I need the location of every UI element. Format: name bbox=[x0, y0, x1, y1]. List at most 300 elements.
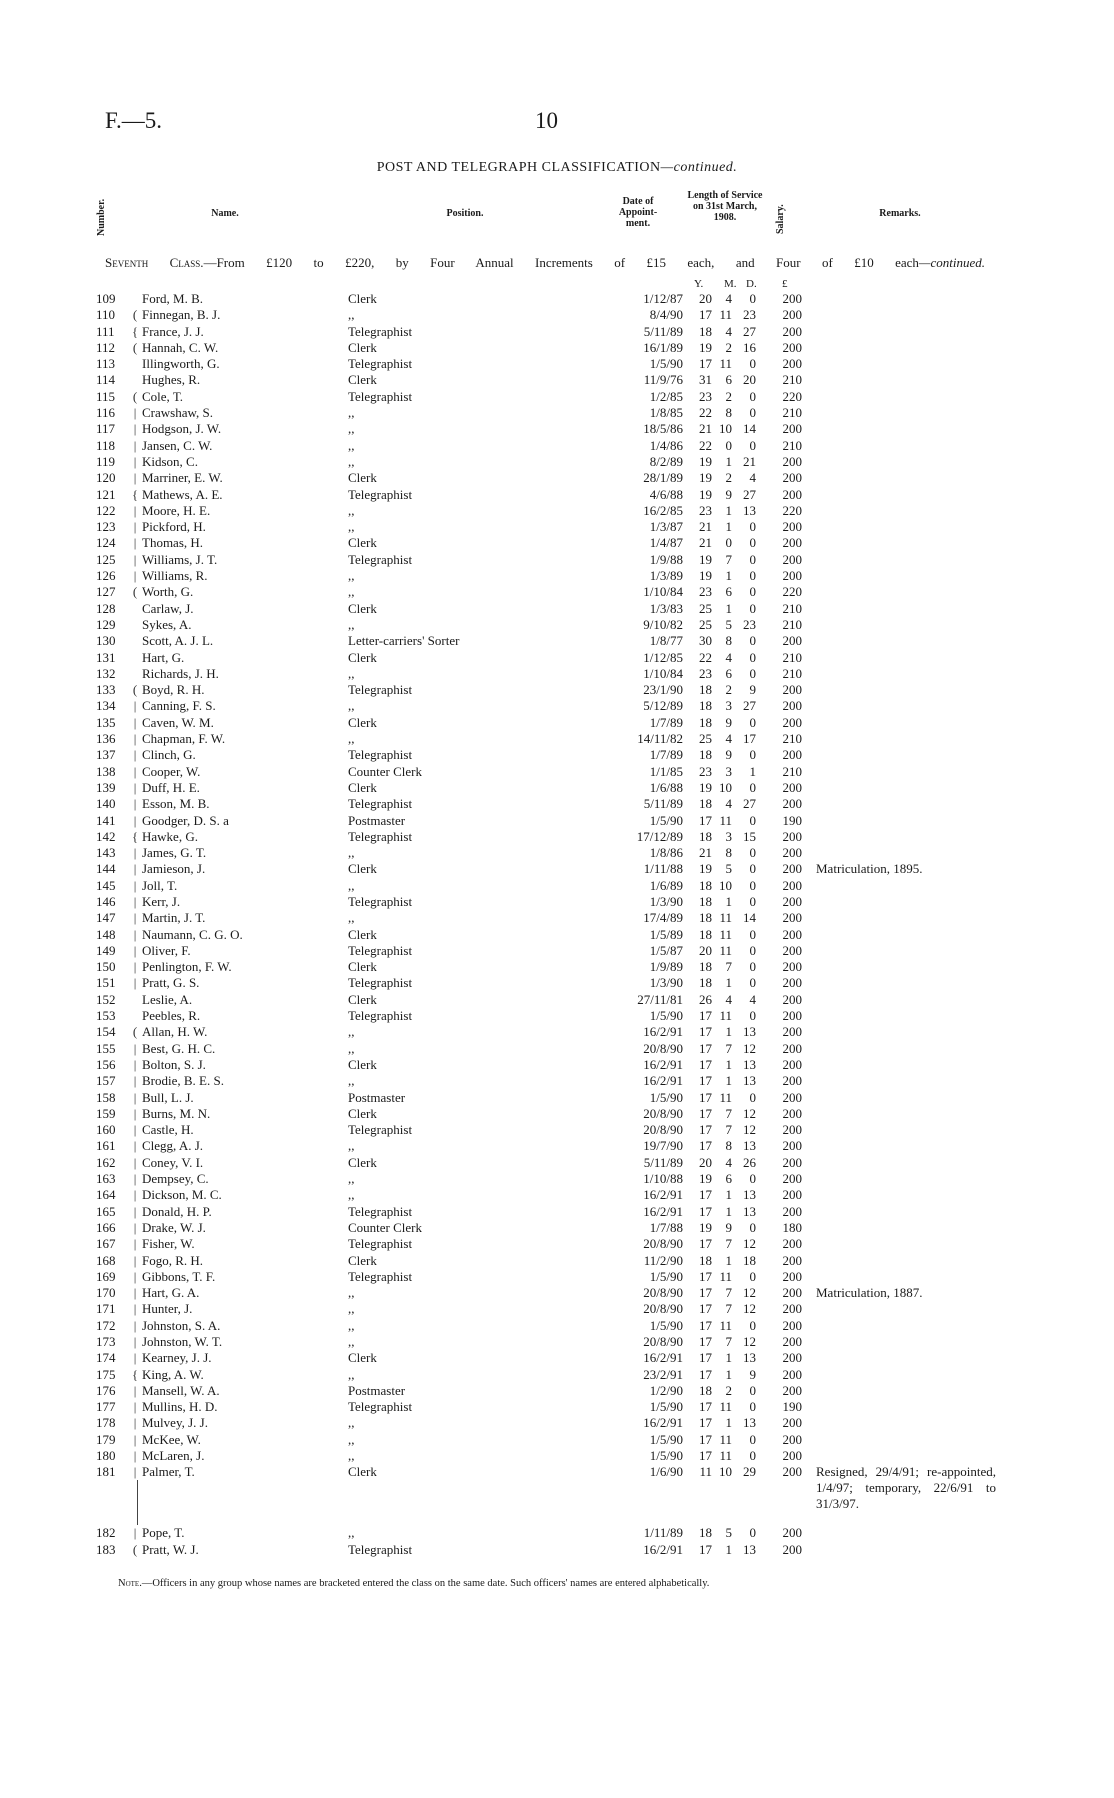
table-row bbox=[0, 405, 1114, 421]
table-row bbox=[0, 1057, 1114, 1073]
row-number: 182 bbox=[96, 1525, 116, 1541]
service-years: 23 bbox=[699, 502, 712, 518]
bracket-mark: | bbox=[133, 405, 137, 421]
salary: 210 bbox=[782, 763, 802, 779]
service-years: 18 bbox=[699, 1382, 712, 1398]
bracket-mark: | bbox=[133, 731, 137, 747]
service-years: 17 bbox=[699, 1285, 712, 1301]
row-number: 162 bbox=[96, 1154, 116, 1170]
row-number: 139 bbox=[96, 779, 116, 795]
salary: 200 bbox=[782, 942, 802, 958]
service-years: 31 bbox=[699, 372, 712, 388]
service-days: 13 bbox=[743, 1415, 756, 1431]
salary: 200 bbox=[782, 1154, 802, 1170]
bracket-mark: { bbox=[131, 828, 139, 844]
row-number: 159 bbox=[96, 1105, 116, 1121]
service-years: 25 bbox=[699, 731, 712, 747]
officer-position: Clerk bbox=[348, 779, 377, 795]
service-years: 26 bbox=[699, 991, 712, 1007]
row-number: 121 bbox=[96, 486, 116, 502]
bracket-mark: | bbox=[133, 698, 137, 714]
table-row bbox=[0, 1415, 1114, 1431]
officer-position: ,, bbox=[348, 437, 355, 453]
officer-position: ,, bbox=[348, 584, 355, 600]
table-row bbox=[0, 1008, 1114, 1024]
officer-name: Illingworth, G. bbox=[142, 356, 220, 372]
service-days: 0 bbox=[749, 714, 756, 730]
row-number: 175 bbox=[96, 1366, 116, 1382]
table-row bbox=[0, 584, 1114, 600]
salary: 200 bbox=[782, 1525, 802, 1541]
officer-name: Williams, J. T. bbox=[142, 551, 218, 567]
salary: 200 bbox=[782, 1415, 802, 1431]
service-months: 11 bbox=[719, 1268, 732, 1284]
service-days: 13 bbox=[743, 1541, 756, 1557]
service-months: 9 bbox=[725, 747, 732, 763]
appointment-date: 20/8/90 bbox=[643, 1334, 683, 1349]
table-row bbox=[0, 1073, 1114, 1089]
salary: 200 bbox=[782, 1236, 802, 1252]
service-years: 18 bbox=[699, 747, 712, 763]
officer-position: Clerk bbox=[348, 1252, 377, 1268]
service-months: 1 bbox=[725, 1415, 732, 1431]
service-days: 0 bbox=[749, 649, 756, 665]
row-number: 120 bbox=[96, 470, 116, 486]
salary: 220 bbox=[782, 584, 802, 600]
salary: 210 bbox=[782, 372, 802, 388]
service-years: 18 bbox=[699, 959, 712, 975]
service-days: 29 bbox=[743, 1464, 756, 1480]
row-number: 133 bbox=[96, 682, 116, 698]
officer-name: Jansen, C. W. bbox=[142, 437, 213, 453]
row-number: 123 bbox=[96, 519, 116, 535]
row-number: 132 bbox=[96, 665, 116, 681]
appointment-date: 5/12/89 bbox=[643, 698, 683, 714]
service-years: 17 bbox=[699, 1399, 712, 1415]
appointment-date: 1/5/90 bbox=[649, 1448, 683, 1464]
officer-position: Clerk bbox=[348, 1056, 377, 1072]
service-months: 3 bbox=[725, 763, 732, 779]
bracket-mark: | bbox=[133, 1431, 137, 1447]
appointment-date: 8/2/89 bbox=[649, 453, 683, 469]
service-months: 11 bbox=[719, 1089, 732, 1105]
officer-name: Sykes, A. bbox=[142, 616, 192, 632]
row-number: 148 bbox=[96, 926, 116, 942]
appointment-date: 1/7/89 bbox=[649, 747, 683, 763]
bracket-mark: | bbox=[133, 1252, 137, 1268]
service-months: 8 bbox=[725, 1138, 732, 1154]
row-number: 129 bbox=[96, 616, 116, 632]
service-years: 17 bbox=[699, 1431, 712, 1447]
officer-position: ,, bbox=[348, 1138, 355, 1154]
officer-name: Moore, H. E. bbox=[142, 502, 211, 518]
service-years: 17 bbox=[699, 1073, 712, 1089]
service-years: 17 bbox=[699, 1366, 712, 1382]
salary: 200 bbox=[782, 486, 802, 502]
officer-position: ,, bbox=[348, 665, 355, 681]
officer-name: Worth, G. bbox=[142, 584, 194, 600]
officer-name: Kearney, J. J. bbox=[142, 1350, 212, 1366]
officer-position: ,, bbox=[348, 405, 355, 421]
service-years: 18 bbox=[699, 796, 712, 812]
service-months: 3 bbox=[725, 828, 732, 844]
officer-name: Clinch, G. bbox=[142, 747, 196, 763]
appointment-date: 1/3/83 bbox=[649, 600, 683, 616]
service-years: 21 bbox=[699, 421, 712, 437]
officer-position: ,, bbox=[348, 1073, 355, 1089]
bracket-mark: | bbox=[133, 1219, 137, 1235]
officer-name: Caven, W. M. bbox=[142, 714, 214, 730]
service-months: 11 bbox=[719, 1448, 732, 1464]
service-years: 17 bbox=[699, 1056, 712, 1072]
officer-position: ,, bbox=[348, 1366, 355, 1382]
salary: 200 bbox=[782, 421, 802, 437]
appointment-date: 16/2/85 bbox=[643, 502, 683, 518]
bracket-mark: | bbox=[133, 470, 137, 486]
service-years: 18 bbox=[699, 682, 712, 698]
officer-name: Allan, H. W. bbox=[142, 1024, 208, 1040]
service-months: 7 bbox=[725, 959, 732, 975]
officer-name: Mansell, W. A. bbox=[142, 1382, 220, 1398]
officer-name: Leslie, A. bbox=[142, 991, 193, 1007]
table-row bbox=[0, 975, 1114, 991]
service-months: 7 bbox=[725, 1122, 732, 1138]
service-days: 0 bbox=[749, 1431, 756, 1447]
bracket-mark: | bbox=[133, 812, 137, 828]
table-row bbox=[0, 1542, 1114, 1558]
bracket-mark: ( bbox=[132, 1541, 138, 1557]
appointment-date: 1/7/89 bbox=[649, 714, 683, 730]
row-number: 165 bbox=[96, 1203, 116, 1219]
service-months: 7 bbox=[725, 1040, 732, 1056]
service-days: 0 bbox=[749, 519, 756, 535]
table-row bbox=[0, 1334, 1114, 1350]
service-years: 18 bbox=[699, 1252, 712, 1268]
salary: 210 bbox=[782, 731, 802, 747]
service-years: 17 bbox=[699, 1334, 712, 1349]
row-number: 119 bbox=[96, 453, 116, 469]
salary: 200 bbox=[782, 453, 802, 469]
appointment-date: 1/5/87 bbox=[649, 942, 683, 958]
service-years: 17 bbox=[699, 1448, 712, 1464]
bracket-mark: ( bbox=[132, 1024, 138, 1040]
table-row bbox=[0, 666, 1114, 682]
service-days: 0 bbox=[749, 535, 756, 551]
officer-position: Clerk bbox=[348, 926, 377, 942]
service-days: 4 bbox=[749, 470, 756, 486]
row-number: 141 bbox=[96, 812, 116, 828]
service-months: 1 bbox=[725, 893, 732, 909]
bracket-mark: | bbox=[133, 551, 137, 567]
salary: 200 bbox=[782, 747, 802, 763]
service-days: 1 bbox=[749, 763, 756, 779]
service-months: 2 bbox=[725, 1382, 732, 1398]
service-years: 17 bbox=[699, 1203, 712, 1219]
bracket-mark: | bbox=[133, 975, 137, 991]
service-years: 23 bbox=[699, 665, 712, 681]
appointment-date: 1/11/88 bbox=[643, 861, 683, 877]
table-row bbox=[0, 731, 1114, 747]
officer-name: Drake, W. J. bbox=[142, 1219, 206, 1235]
service-days: 0 bbox=[749, 893, 756, 909]
officer-name: Martin, J. T. bbox=[142, 910, 206, 926]
officer-name: Boyd, R. H. bbox=[142, 682, 205, 698]
salary: 200 bbox=[782, 1301, 802, 1317]
officer-name: King, A. W. bbox=[142, 1366, 204, 1382]
officer-position: Telegraphist bbox=[348, 1122, 413, 1138]
officer-position: Clerk bbox=[348, 861, 377, 877]
row-number: 134 bbox=[96, 698, 116, 714]
table-row bbox=[0, 1367, 1114, 1383]
salary: 200 bbox=[782, 470, 802, 486]
salary: 210 bbox=[782, 665, 802, 681]
salary: 200 bbox=[782, 1089, 802, 1105]
table-row bbox=[0, 389, 1114, 405]
bracket-mark: | bbox=[133, 1105, 137, 1121]
service-years: 17 bbox=[699, 356, 712, 372]
service-days: 0 bbox=[749, 388, 756, 404]
service-months: 7 bbox=[725, 1301, 732, 1317]
bracket-mark: | bbox=[133, 1334, 137, 1349]
service-years: 20 bbox=[699, 1154, 712, 1170]
appointment-date: 1/5/90 bbox=[649, 1431, 683, 1447]
service-days: 17 bbox=[743, 731, 756, 747]
appointment-date: 1/12/87 bbox=[643, 291, 683, 306]
officer-name: Mathews, A. E. bbox=[142, 486, 223, 502]
salary: 200 bbox=[782, 633, 802, 649]
officer-position: ,, bbox=[348, 877, 355, 893]
salary: 210 bbox=[782, 405, 802, 421]
table-row bbox=[0, 601, 1114, 617]
officer-position: ,, bbox=[348, 616, 355, 632]
bracket-mark: | bbox=[133, 763, 137, 779]
service-days: 13 bbox=[743, 1056, 756, 1072]
table-row bbox=[0, 1155, 1114, 1171]
appointment-date: 16/2/91 bbox=[643, 1024, 683, 1040]
service-months: 9 bbox=[725, 486, 732, 502]
service-years: 20 bbox=[699, 291, 712, 306]
salary: 210 bbox=[782, 649, 802, 665]
service-years: 17 bbox=[699, 1105, 712, 1121]
table-row bbox=[0, 519, 1114, 535]
bracket-mark: | bbox=[133, 1415, 137, 1431]
officer-position: Clerk bbox=[348, 714, 377, 730]
salary: 200 bbox=[782, 356, 802, 372]
service-years: 17 bbox=[699, 1138, 712, 1154]
appointment-date: 1/11/89 bbox=[643, 1525, 683, 1541]
service-years: 23 bbox=[699, 388, 712, 404]
bracket-mark: ( bbox=[132, 682, 138, 698]
officer-name: Johnston, W. T. bbox=[142, 1334, 223, 1349]
officer-name: Dickson, M. C. bbox=[142, 1187, 222, 1203]
salary: 200 bbox=[782, 682, 802, 698]
service-years: 19 bbox=[699, 339, 712, 355]
service-months: 11 bbox=[719, 1431, 732, 1447]
service-months: 0 bbox=[725, 535, 732, 551]
service-months: 10 bbox=[719, 779, 732, 795]
appointment-date: 16/2/91 bbox=[643, 1187, 683, 1203]
service-years: 17 bbox=[699, 1122, 712, 1138]
row-number: 181 bbox=[96, 1464, 116, 1480]
service-years: 17 bbox=[699, 1236, 712, 1252]
appointment-date: 20/8/90 bbox=[643, 1040, 683, 1056]
row-number: 153 bbox=[96, 1008, 116, 1024]
bracket-mark: | bbox=[133, 1073, 137, 1089]
service-days: 13 bbox=[743, 502, 756, 518]
row-number: 147 bbox=[96, 910, 116, 926]
officer-position: ,, bbox=[348, 502, 355, 518]
table-row bbox=[0, 307, 1114, 323]
row-number: 111 bbox=[96, 323, 115, 339]
table-row bbox=[0, 747, 1114, 763]
officer-position: Telegraphist bbox=[348, 747, 413, 763]
table-row bbox=[0, 878, 1114, 894]
appointment-date: 1/5/89 bbox=[649, 926, 683, 942]
table-row bbox=[0, 1024, 1114, 1040]
table-row bbox=[0, 1253, 1114, 1269]
officer-name: Pope, T. bbox=[142, 1525, 185, 1541]
officer-position: ,, bbox=[348, 698, 355, 714]
salary: 200 bbox=[782, 1334, 802, 1349]
bracket-mark: ( bbox=[132, 339, 138, 355]
page-header bbox=[105, 108, 1005, 140]
officer-position: Clerk bbox=[348, 291, 377, 306]
appointment-date: 1/4/86 bbox=[649, 437, 683, 453]
row-number: 138 bbox=[96, 763, 116, 779]
table-row bbox=[0, 1525, 1114, 1541]
column-header-salary: Salary. bbox=[775, 204, 786, 234]
row-number: 183 bbox=[96, 1541, 116, 1557]
row-number: 117 bbox=[96, 421, 116, 437]
service-years: 19 bbox=[699, 453, 712, 469]
row-number: 114 bbox=[96, 372, 116, 388]
table-row bbox=[0, 372, 1114, 388]
officer-name: Hart, G. A. bbox=[142, 1285, 200, 1301]
service-days: 13 bbox=[743, 1350, 756, 1366]
row-number: 154 bbox=[96, 1024, 116, 1040]
row-number: 144 bbox=[96, 861, 116, 877]
service-months: 2 bbox=[725, 682, 732, 698]
salary: 200 bbox=[782, 339, 802, 355]
appointment-date: 4/6/88 bbox=[649, 486, 683, 502]
salary: 200 bbox=[782, 861, 802, 877]
service-days: 23 bbox=[743, 616, 756, 632]
officer-name: Duff, H. E. bbox=[142, 779, 200, 795]
appointment-date: 1/8/85 bbox=[649, 405, 683, 421]
officer-position: Counter Clerk bbox=[348, 763, 423, 779]
officer-name: Chapman, F. W. bbox=[142, 731, 226, 747]
officer-name: Oliver, F. bbox=[142, 942, 191, 958]
service-months: 4 bbox=[725, 796, 732, 812]
officer-position: Telegraphist bbox=[348, 1008, 413, 1024]
bracket-mark: | bbox=[133, 796, 137, 812]
service-months: 4 bbox=[725, 291, 732, 306]
service-days: 21 bbox=[743, 453, 756, 469]
officer-name: Coney, V. I. bbox=[142, 1154, 204, 1170]
officer-position: Clerk bbox=[348, 535, 377, 551]
table-row bbox=[0, 910, 1114, 926]
appointment-date: 5/11/89 bbox=[643, 796, 683, 812]
unit-months: M. bbox=[724, 278, 737, 290]
service-days: 0 bbox=[749, 779, 756, 795]
service-days: 0 bbox=[749, 551, 756, 567]
officer-name: Naumann, C. G. O. bbox=[142, 926, 243, 942]
service-months: 8 bbox=[725, 405, 732, 421]
table-row bbox=[0, 943, 1114, 959]
footnote-text: —Officers in any group whose names are bracketed entered the class on the same date. Such officers' names are entered alphabetically. bbox=[141, 1578, 710, 1589]
officer-name: Hodgson, J. W. bbox=[142, 421, 222, 437]
row-number: 135 bbox=[96, 714, 116, 730]
service-days: 0 bbox=[749, 1448, 756, 1464]
service-months: 11 bbox=[719, 942, 732, 958]
row-number: 172 bbox=[96, 1317, 116, 1333]
officer-position: Telegraphist bbox=[348, 828, 413, 844]
class-heading-suffix: —continued. bbox=[918, 255, 985, 270]
salary: 200 bbox=[782, 1448, 802, 1464]
appointment-date: 1/10/84 bbox=[643, 665, 683, 681]
table-row bbox=[0, 1187, 1114, 1203]
officer-position: Telegraphist bbox=[348, 942, 413, 958]
bracket-mark: | bbox=[133, 893, 137, 909]
service-days: 0 bbox=[749, 405, 756, 421]
appointment-date: 16/2/91 bbox=[643, 1541, 683, 1557]
officer-position: Postmaster bbox=[348, 812, 406, 828]
officer-position: ,, bbox=[348, 845, 355, 861]
appointment-date: 5/11/89 bbox=[643, 323, 683, 339]
footnote bbox=[118, 1578, 998, 1589]
table-row bbox=[0, 715, 1114, 731]
officer-position: Telegraphist bbox=[348, 486, 413, 502]
officer-position: Clerk bbox=[348, 1154, 377, 1170]
officer-name: Hunter, J. bbox=[142, 1301, 193, 1317]
page-number: 10 bbox=[535, 108, 558, 133]
service-days: 0 bbox=[749, 1219, 756, 1235]
bracket-mark: { bbox=[131, 1366, 139, 1382]
appointment-date: 23/1/90 bbox=[643, 682, 683, 698]
service-days: 23 bbox=[743, 307, 756, 323]
bracket-mark: | bbox=[133, 747, 137, 763]
appointment-date: 11/9/76 bbox=[643, 372, 683, 388]
officer-position: ,, bbox=[348, 1334, 355, 1349]
bracket-mark: | bbox=[133, 1285, 137, 1301]
officer-name: Cooper, W. bbox=[142, 763, 201, 779]
officer-name: Canning, F. S. bbox=[142, 698, 216, 714]
appointment-date: 16/2/91 bbox=[643, 1350, 683, 1366]
officer-name: Esson, M. B. bbox=[142, 796, 210, 812]
bracket-mark: | bbox=[133, 926, 137, 942]
officer-position: ,, bbox=[348, 453, 355, 469]
salary: 200 bbox=[782, 291, 802, 306]
appointment-date: 1/5/90 bbox=[649, 1399, 683, 1415]
row-number: 168 bbox=[96, 1252, 116, 1268]
service-years: 21 bbox=[699, 519, 712, 535]
service-months: 7 bbox=[725, 1285, 732, 1301]
service-months: 1 bbox=[725, 1024, 732, 1040]
service-years: 20 bbox=[699, 942, 712, 958]
officer-position: Telegraphist bbox=[348, 388, 413, 404]
salary: 200 bbox=[782, 1187, 802, 1203]
appointment-date: 1/10/88 bbox=[643, 1171, 683, 1187]
service-days: 12 bbox=[743, 1334, 756, 1349]
salary: 200 bbox=[782, 1203, 802, 1219]
officer-position: Telegraphist bbox=[348, 975, 413, 991]
service-years: 22 bbox=[699, 405, 712, 421]
appointment-date: 28/1/89 bbox=[643, 470, 683, 486]
table-row bbox=[0, 454, 1114, 470]
officer-position: Letter-carriers' Sorter bbox=[348, 633, 460, 649]
salary: 200 bbox=[782, 893, 802, 909]
table-row bbox=[0, 959, 1114, 975]
